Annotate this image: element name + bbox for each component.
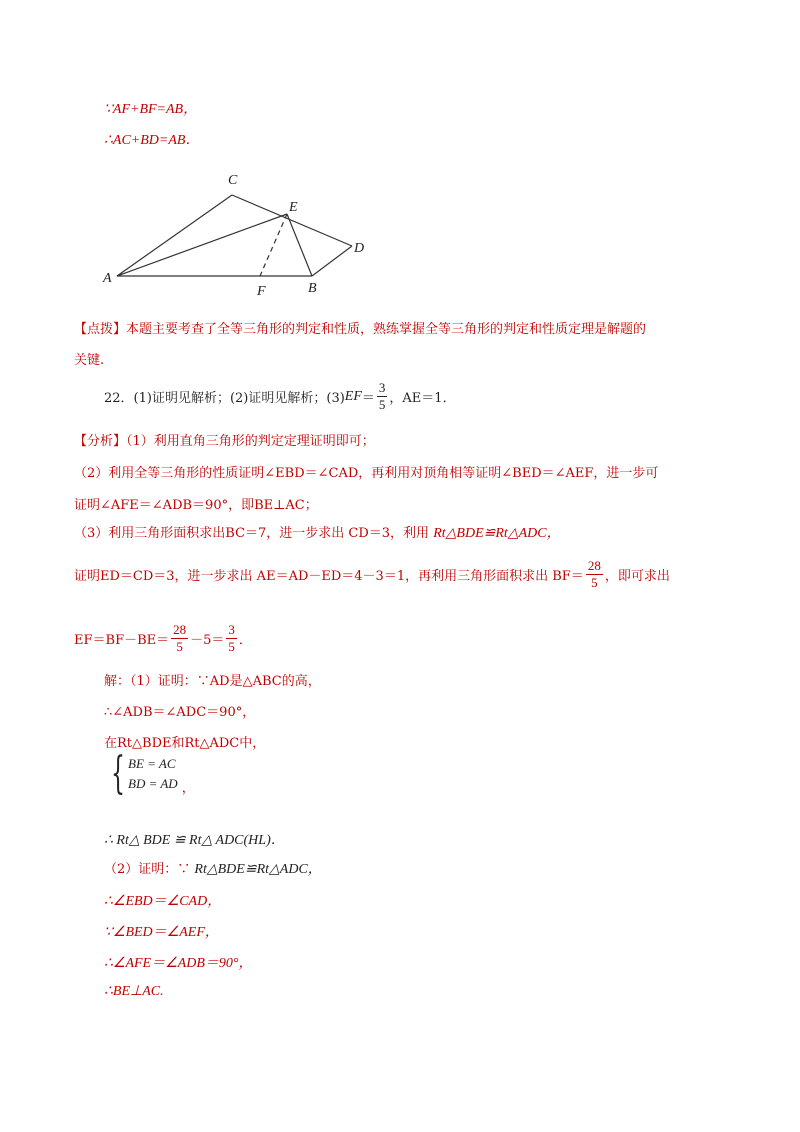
- label-e: E: [289, 200, 298, 215]
- solution-line-2: ∴∠ADB＝∠ADC＝90°，: [104, 705, 256, 720]
- analysis-line-4b: Rt△BDE≌Rt△ADC，: [433, 526, 561, 541]
- analysis-line-6-den-2: 5: [228, 639, 235, 654]
- q22-prefix: 22．(1)证明见解析；(2)证明见解析；(3): [104, 391, 345, 406]
- analysis-line-6-den-1: 5: [176, 639, 183, 654]
- dianbo-line-1: 【点拨】本题主要考查了全等三角形的判定和性质，熟练掌握全等三角形的判定和性质定理是解题的: [74, 322, 647, 337]
- q22-fraction-den: 5: [378, 397, 386, 412]
- left-brace: {: [111, 748, 125, 799]
- analysis-line-5b: ，即可求出: [604, 569, 670, 584]
- analysis-line-6-num-1: 28: [173, 622, 187, 637]
- solution-line-6: ∴∠EBD＝∠CAD，: [104, 894, 222, 909]
- analysis-line-5-fraction: [586, 558, 603, 591]
- solution-line-3: 在Rt△BDE和Rt△ADC中，: [104, 736, 266, 751]
- equation-row-2: BD = AD: [128, 776, 178, 791]
- analysis-line-6-mid: －5＝: [190, 633, 225, 648]
- q22-fraction: [377, 380, 388, 413]
- segment-ac: [117, 195, 232, 276]
- analysis-line-5-num: 28: [587, 558, 601, 573]
- solution-line-1: 解：（1）证明：∵AD是△ABC的高，: [104, 674, 321, 689]
- segment-db: [312, 246, 352, 276]
- dianbo-line-2: 关键.: [74, 353, 105, 368]
- analysis-line-6-num-2: 3: [228, 622, 235, 637]
- q22-eq: ＝: [361, 391, 375, 406]
- analysis-line-6b: ．: [238, 633, 252, 648]
- analysis-line-5-den: 5: [591, 575, 598, 590]
- equation-system: [104, 748, 195, 799]
- analysis-line-5a: 证明ED＝CD＝3，进一步求出 AE＝AD－ED＝4－3＝1，再利用三角形面积求出 BF＝: [74, 569, 584, 584]
- analysis-line-2: （2）利用全等三角形的性质证明∠EBD＝∠CAD，再利用对顶角相等证明∠BED＝∠AEF，进一步可: [74, 466, 659, 481]
- q22-suffix: ，AE＝1．: [389, 391, 456, 406]
- label-b: B: [308, 281, 317, 296]
- analysis-line-6: [74, 622, 252, 655]
- q22-ef: EF: [344, 388, 362, 404]
- analysis-line-1: 【分析】（1）利用直角三角形的判定定理证明即可；: [74, 434, 375, 449]
- label-f: F: [257, 284, 266, 299]
- analysis-line-6-fraction-1: [171, 622, 188, 655]
- solution-line-9: ∴BE⊥AC.: [104, 984, 164, 999]
- segment-ae: [117, 214, 287, 276]
- solution-line-8: ∴∠AFE＝∠ADB＝90°，: [104, 956, 253, 971]
- analysis-line-5: [74, 558, 670, 591]
- q22-answer: [104, 380, 456, 413]
- analysis-line-4: [74, 522, 561, 542]
- solution-line-5b: Rt△BDE≌Rt△ADC，: [194, 862, 322, 877]
- solution-line-4: ∴ Rt△ BDE ≌ Rt△ ADC(HL)．: [104, 833, 285, 848]
- equation-tail: ，: [181, 781, 195, 796]
- segment-ef-dashed: [260, 214, 287, 276]
- solution-line-7: ∵∠BED＝∠AEF，: [104, 925, 219, 940]
- analysis-line-6a: EF＝BF－BE＝: [74, 633, 170, 648]
- label-a: A: [103, 271, 112, 286]
- analysis-line-6-fraction-2: [226, 622, 237, 655]
- solution-line-5: [104, 858, 322, 878]
- q22-fraction-num: 3: [378, 380, 386, 395]
- analysis-line-3: 证明∠AFE＝∠ADB＝90°，即BE⊥AC；: [74, 498, 318, 513]
- label-d: D: [354, 241, 365, 256]
- analysis-line-4a: （3）利用三角形面积求出BC＝7，进一步求出 CD＝3，利用: [74, 526, 430, 541]
- proof-line-1: ∵AF+BF=AB，: [104, 102, 198, 117]
- label-c: C: [228, 173, 238, 188]
- proof-line-2: ∴AC+BD=AB．: [104, 133, 200, 148]
- equation-row-1: BE = AC: [128, 756, 176, 771]
- solution-line-5a: （2）证明：∵: [104, 862, 191, 877]
